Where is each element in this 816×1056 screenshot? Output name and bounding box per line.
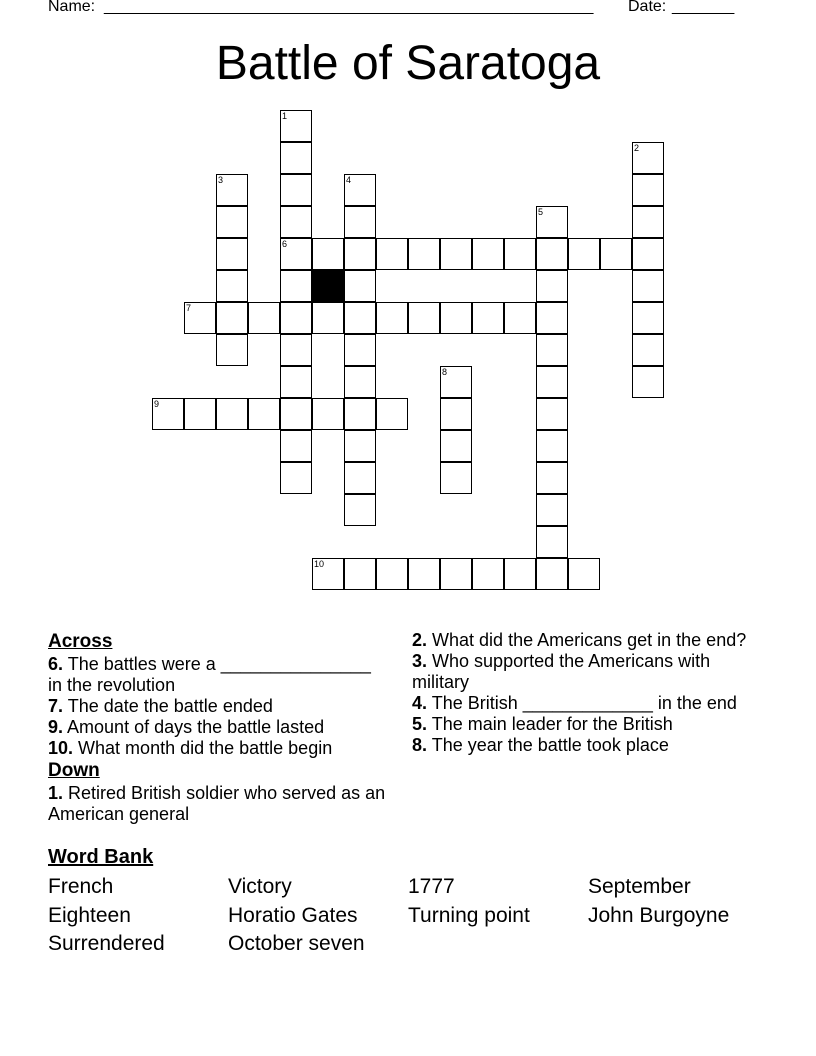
grid-cell[interactable]: [344, 270, 376, 302]
grid-cell[interactable]: [344, 430, 376, 462]
date-label: Date:: [628, 0, 671, 15]
grid-number: 3: [218, 175, 224, 185]
grid-cell[interactable]: [632, 334, 664, 366]
grid-cell[interactable]: [280, 110, 312, 142]
clue-down-4: 4. The British _____________ in the end: [412, 693, 737, 713]
grid-cell[interactable]: [536, 462, 568, 494]
grid-cell[interactable]: [632, 302, 664, 334]
grid-number: 8: [442, 367, 448, 377]
grid-cell[interactable]: [248, 398, 280, 430]
grid-cell[interactable]: [440, 398, 472, 430]
word-bank-item: Victory: [228, 875, 292, 898]
date-field[interactable]: _______: [672, 0, 735, 15]
clues-left-column: [48, 630, 388, 825]
grid-cell[interactable]: [184, 302, 216, 334]
grid-cell[interactable]: [280, 142, 312, 174]
grid-cell[interactable]: [536, 366, 568, 398]
grid-cell[interactable]: [280, 366, 312, 398]
grid-number: 4: [346, 175, 352, 185]
grid-number: 1: [282, 111, 288, 121]
grid-cell[interactable]: [632, 270, 664, 302]
word-bank-item: Turning point: [408, 904, 530, 927]
page-title: Battle of Saratoga: [215, 37, 601, 90]
grid-cell[interactable]: [440, 366, 472, 398]
grid-cell[interactable]: [280, 270, 312, 302]
grid-cell[interactable]: [440, 462, 472, 494]
grid-cell[interactable]: [344, 494, 376, 526]
grid-cell[interactable]: [216, 398, 248, 430]
grid-cell[interactable]: [472, 238, 504, 270]
grid-cell[interactable]: [376, 238, 408, 270]
clue-down-5: 5. The main leader for the British: [412, 714, 673, 734]
word-bank-item: Eighteen: [48, 904, 131, 927]
grid-cell[interactable]: [248, 302, 280, 334]
grid-cell[interactable]: [472, 302, 504, 334]
grid-cell[interactable]: [568, 558, 600, 590]
grid-cell[interactable]: [344, 174, 376, 206]
clue-across-10: 10. What month did the battle begin: [48, 738, 333, 758]
word-bank-item: Horatio Gates: [228, 904, 358, 927]
grid-cell[interactable]: [536, 526, 568, 558]
grid-cell[interactable]: [280, 206, 312, 238]
grid-cell[interactable]: [408, 238, 440, 270]
grid-cell[interactable]: [344, 462, 376, 494]
word-bank-heading: Word Bank: [48, 846, 154, 868]
grid-cell[interactable]: [216, 270, 248, 302]
grid-cell[interactable]: [504, 558, 536, 590]
grid-cell[interactable]: [632, 206, 664, 238]
grid-cell[interactable]: [216, 334, 248, 366]
grid-cell[interactable]: [344, 558, 376, 590]
word-bank-item: October seven: [228, 932, 365, 955]
name-label: Name:: [48, 0, 100, 15]
grid-cell[interactable]: [280, 174, 312, 206]
grid-cell[interactable]: [408, 558, 440, 590]
grid-cell[interactable]: [536, 302, 568, 334]
grid-cell[interactable]: [312, 302, 344, 334]
grid-cell[interactable]: [280, 334, 312, 366]
grid-cell[interactable]: [216, 238, 248, 270]
clue-across-6: 6. The battles were a _______________ in the revolution: [48, 654, 371, 695]
grid-cell[interactable]: [216, 302, 248, 334]
grid-cell[interactable]: [376, 558, 408, 590]
clues-right-column: [412, 630, 752, 756]
grid-cell[interactable]: [376, 302, 408, 334]
grid-cell[interactable]: [312, 558, 344, 590]
grid-cell[interactable]: [440, 238, 472, 270]
clue-down-2: 2. What did the Americans get in the end?: [412, 630, 747, 650]
grid-cell[interactable]: [536, 238, 568, 270]
grid-cell[interactable]: [504, 302, 536, 334]
grid-cell[interactable]: [440, 302, 472, 334]
grid-cell[interactable]: [344, 334, 376, 366]
name-field[interactable]: _______________________________________________________: [104, 0, 594, 15]
grid-cell[interactable]: [280, 462, 312, 494]
grid-cell[interactable]: [632, 238, 664, 270]
grid-number: 7: [186, 303, 192, 313]
grid-cell[interactable]: [280, 398, 312, 430]
word-bank-item: Surrendered: [48, 932, 165, 955]
clue-down-3: 3. Who supported the Americans with military: [412, 651, 711, 692]
clue-down-1: 1. Retired British soldier who served as an American general: [48, 783, 386, 824]
word-bank-item: John Burgoyne: [588, 904, 730, 927]
grid-cell[interactable]: [536, 558, 568, 590]
word-bank-item: September: [588, 875, 691, 898]
grid-cell[interactable]: [440, 558, 472, 590]
grid-cell[interactable]: [376, 398, 408, 430]
grid-cell[interactable]: [344, 206, 376, 238]
grid-cell[interactable]: [632, 174, 664, 206]
grid-cell[interactable]: [280, 238, 312, 270]
clue-down-8: 8. The year the battle took place: [412, 735, 669, 755]
grid-cell[interactable]: [312, 238, 344, 270]
grid-cell[interactable]: [344, 238, 376, 270]
grid-cell[interactable]: [216, 206, 248, 238]
grid-number: 6: [282, 239, 288, 249]
across-heading: Across: [48, 631, 113, 652]
grid-cell[interactable]: [472, 558, 504, 590]
clue-across-7: 7. The date the battle ended: [48, 696, 273, 716]
grid-cell[interactable]: [536, 398, 568, 430]
grid-cell[interactable]: [344, 302, 376, 334]
grid-number: 5: [538, 207, 544, 217]
grid-cell[interactable]: [536, 430, 568, 462]
grid-cell[interactable]: [344, 398, 376, 430]
grid-cell[interactable]: [184, 398, 216, 430]
header-line: [48, 0, 748, 20]
grid-cell[interactable]: [344, 366, 376, 398]
grid-number: 10: [314, 559, 325, 569]
word-bank-item: 1777: [408, 875, 455, 898]
grid-cell[interactable]: [152, 398, 184, 430]
grid-cell[interactable]: [568, 238, 600, 270]
grid-number: 2: [634, 143, 640, 153]
grid-cell[interactable]: [536, 494, 568, 526]
grid-cell[interactable]: [600, 238, 632, 270]
down-heading: Down: [48, 760, 100, 781]
grid-cell[interactable]: [536, 334, 568, 366]
clue-across-9: 9. Amount of days the battle lasted: [48, 717, 325, 737]
grid-cell[interactable]: [440, 430, 472, 462]
grid-cell[interactable]: [312, 398, 344, 430]
grid-cell[interactable]: [536, 270, 568, 302]
grid-cell[interactable]: [408, 302, 440, 334]
grid-cell[interactable]: [536, 206, 568, 238]
grid-cell[interactable]: [632, 366, 664, 398]
grid-cell[interactable]: [280, 430, 312, 462]
grid-cell[interactable]: [504, 238, 536, 270]
grid-number: 9: [154, 399, 160, 409]
word-bank-item: French: [48, 875, 114, 898]
grid-block: [312, 270, 344, 302]
grid-cell[interactable]: [216, 174, 248, 206]
grid-cell[interactable]: [632, 142, 664, 174]
grid-cell[interactable]: [280, 302, 312, 334]
